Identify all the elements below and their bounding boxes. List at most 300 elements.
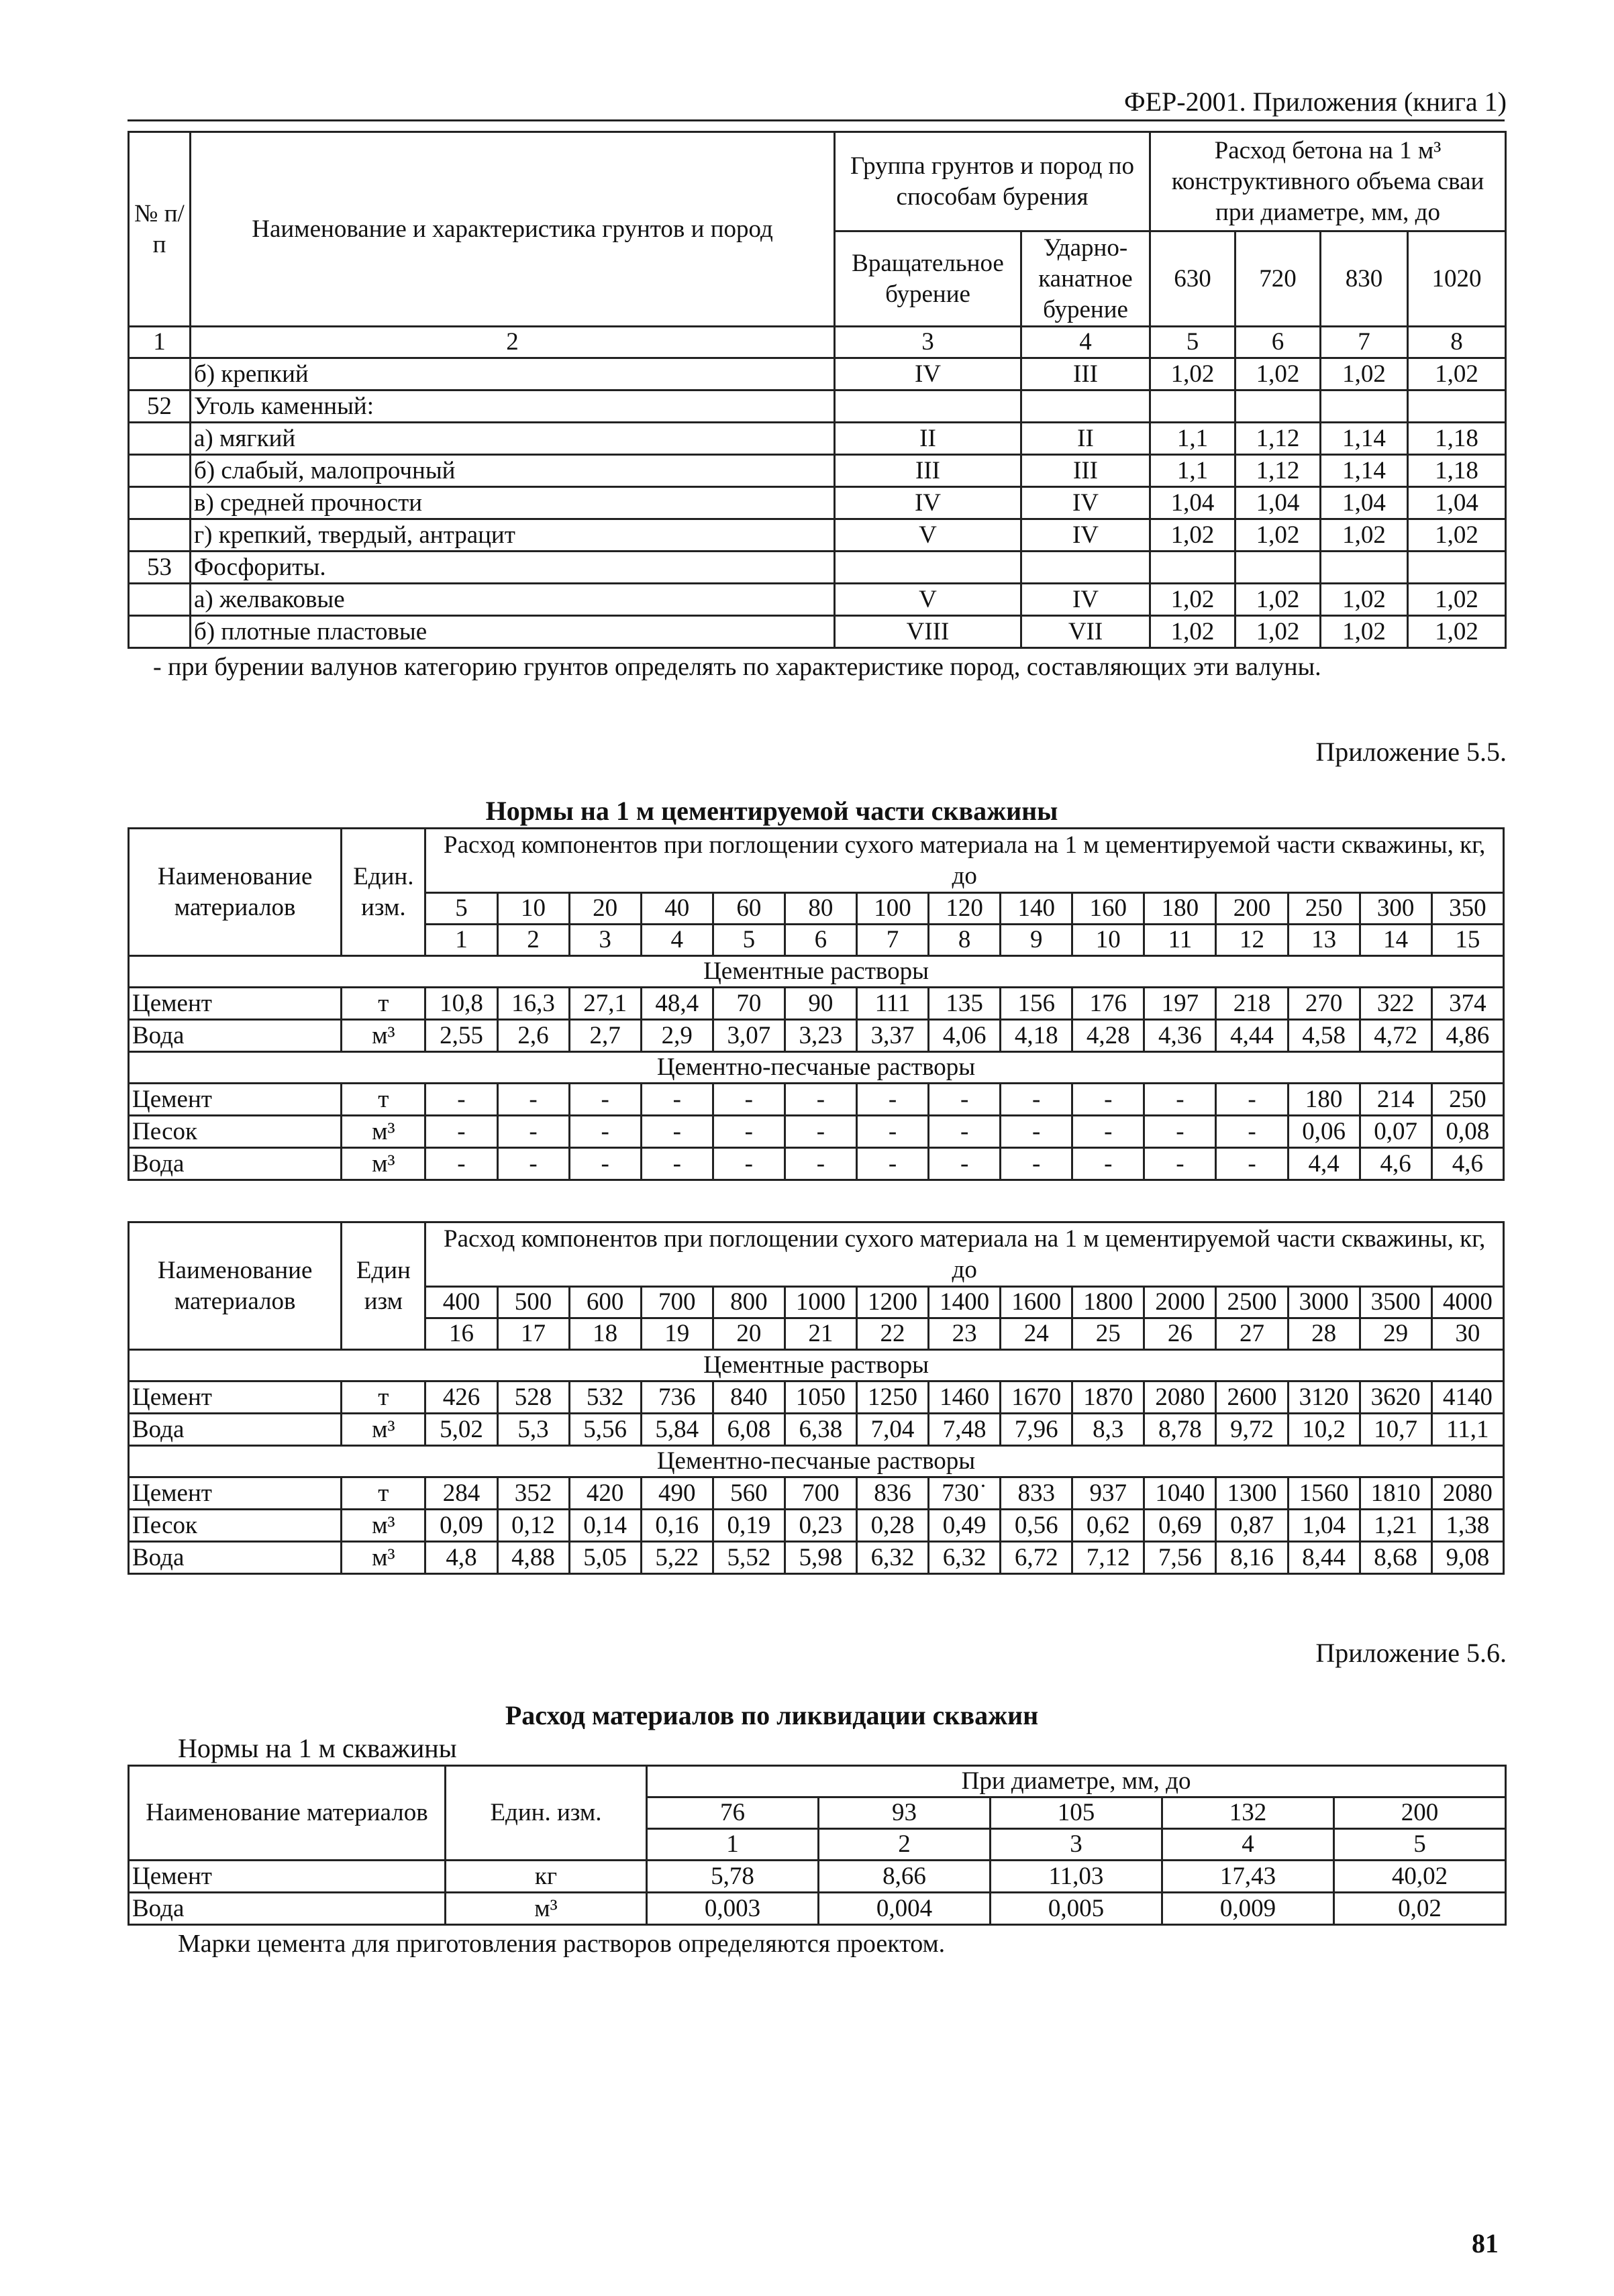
- appendix-5-6-title: Расход материалов по ликвидации скважин: [505, 1700, 1039, 1730]
- material-name: Цемент: [129, 1084, 342, 1116]
- material-value: 4,36: [1144, 1020, 1216, 1052]
- column-number: 5: [1334, 1829, 1506, 1861]
- column-number: 5: [713, 925, 785, 956]
- material-value: 5,05: [569, 1542, 641, 1574]
- concrete-value: 1,02: [1321, 584, 1408, 616]
- material-value: 1,38: [1431, 1510, 1503, 1542]
- material-value: 2080: [1144, 1381, 1216, 1414]
- concrete-value: 1,02: [1321, 519, 1408, 552]
- material-value: 4140: [1431, 1381, 1503, 1414]
- material-value: 937: [1072, 1477, 1144, 1510]
- material-value: 9,72: [1216, 1414, 1288, 1446]
- material-value: -: [1072, 1116, 1144, 1148]
- col-header-material: Наименование материалов: [129, 829, 342, 956]
- percussion-group: [1021, 552, 1150, 584]
- col-header-percussion: Ударно-канатное бурение: [1021, 231, 1150, 327]
- rotary-group: V: [835, 584, 1021, 616]
- soil-groups-table: [128, 131, 1507, 649]
- col-header-material: Наименование материалов: [129, 1222, 342, 1350]
- material-value: 4,18: [1001, 1020, 1072, 1052]
- concrete-value: 1,02: [1408, 584, 1506, 616]
- absorption-value: 2500: [1216, 1287, 1288, 1318]
- material-value: 156: [1001, 988, 1072, 1020]
- material-value: 17,43: [1162, 1861, 1334, 1893]
- material-value: 4,6: [1431, 1148, 1503, 1180]
- column-number: 26: [1144, 1318, 1216, 1350]
- row-number: [129, 455, 191, 487]
- row-number: [129, 423, 191, 455]
- absorption-value: 300: [1360, 893, 1431, 925]
- material-value: 6,38: [785, 1414, 856, 1446]
- material-value: -: [569, 1084, 641, 1116]
- material-value: 8,16: [1216, 1542, 1288, 1574]
- material-unit: т: [342, 1477, 425, 1510]
- material-row: [129, 1893, 1506, 1925]
- column-number: 15: [1431, 925, 1503, 956]
- material-value: -: [1144, 1116, 1216, 1148]
- absorption-value: 1200: [856, 1287, 928, 1318]
- material-name: Цемент: [129, 1381, 342, 1414]
- material-value: 374: [1431, 988, 1503, 1020]
- material-value: 2,55: [425, 1020, 497, 1052]
- material-value: 3,37: [856, 1020, 928, 1052]
- material-value: 1870: [1072, 1381, 1144, 1414]
- col-header-consumption: Расход компонентов при поглощении сухого материала на 1 м цементируемой части скважины, кг, до: [425, 829, 1504, 893]
- cement-grade-note: Марки цемента для приготовления растворов определяются проектом.: [178, 1930, 946, 1958]
- concrete-value: [1321, 552, 1408, 584]
- diameter-value: 105: [991, 1797, 1162, 1829]
- soil-name: а) желваковые: [191, 584, 835, 616]
- material-unit: т: [342, 1084, 425, 1116]
- material-row: [129, 1861, 1506, 1893]
- material-name: Песок: [129, 1116, 342, 1148]
- material-value: -: [425, 1116, 497, 1148]
- concrete-value: 1,02: [1321, 358, 1408, 390]
- material-value: 0,004: [819, 1893, 991, 1925]
- material-value: 27,1: [569, 988, 641, 1020]
- absorption-value: 3000: [1288, 1287, 1360, 1318]
- appendix-5-5-title: Нормы на 1 м цементируемой части скважины: [485, 796, 1058, 826]
- material-value: 2,6: [497, 1020, 569, 1052]
- material-value: 3620: [1360, 1381, 1431, 1414]
- material-value: -: [425, 1148, 497, 1180]
- material-value: 1050: [785, 1381, 856, 1414]
- material-value: -: [1144, 1084, 1216, 1116]
- col-header-d1020: 1020: [1408, 231, 1506, 327]
- concrete-value: [1150, 390, 1235, 423]
- material-value: 1,04: [1288, 1510, 1360, 1542]
- column-number: 16: [425, 1318, 497, 1350]
- boulder-note: - при бурении валунов категорию грунтов определять по характеристике пород, составляющих эти валуны.: [153, 653, 1321, 681]
- material-value: 0,23: [785, 1510, 856, 1542]
- absorption-value: 20: [569, 893, 641, 925]
- material-value: 5,52: [713, 1542, 785, 1574]
- column-number: 8: [929, 925, 1001, 956]
- material-value: -: [497, 1084, 569, 1116]
- column-number: 7: [856, 925, 928, 956]
- material-value: -: [497, 1148, 569, 1180]
- material-value: 4,72: [1360, 1020, 1431, 1052]
- material-value: -: [641, 1116, 713, 1148]
- material-value: 4,58: [1288, 1020, 1360, 1052]
- material-value: 10,7: [1360, 1414, 1431, 1446]
- row-number: [129, 358, 191, 390]
- material-name: Вода: [129, 1148, 342, 1180]
- liquidation-norms-table: [128, 1765, 1507, 1926]
- material-value: 7,12: [1072, 1542, 1144, 1574]
- material-value: -: [785, 1084, 856, 1116]
- material-value: 700: [785, 1477, 856, 1510]
- appendix-5-6-label: Приложение 5.6.: [1315, 1638, 1507, 1668]
- material-value: -: [641, 1148, 713, 1180]
- concrete-value: [1235, 390, 1321, 423]
- material-value: 0,87: [1216, 1510, 1288, 1542]
- material-value: 5,84: [641, 1414, 713, 1446]
- column-number: 18: [569, 1318, 641, 1350]
- cementing-norms-table-1: [128, 827, 1505, 1181]
- absorption-value: 1800: [1072, 1287, 1144, 1318]
- concrete-value: 1,14: [1321, 423, 1408, 455]
- absorption-value: 180: [1144, 893, 1216, 925]
- absorption-value: 1600: [1001, 1287, 1072, 1318]
- material-value: 0,009: [1162, 1893, 1334, 1925]
- material-value: 420: [569, 1477, 641, 1510]
- material-row: [129, 1381, 1504, 1414]
- material-unit: м³: [342, 1414, 425, 1446]
- col-header-material: Наименование материалов: [129, 1766, 446, 1861]
- section-title: Цементно-песчаные растворы: [129, 1052, 1504, 1084]
- material-value: 8,3: [1072, 1414, 1144, 1446]
- absorption-value: 4000: [1431, 1287, 1503, 1318]
- material-value: 4,86: [1431, 1020, 1503, 1052]
- absorption-value: 5: [425, 893, 497, 925]
- column-number: 25: [1072, 1318, 1144, 1350]
- material-name: Цемент: [129, 988, 342, 1020]
- concrete-value: 1,02: [1235, 616, 1321, 648]
- material-value: -: [1216, 1116, 1288, 1148]
- rotary-group: II: [835, 423, 1021, 455]
- material-value: 6,72: [1001, 1542, 1072, 1574]
- column-number: 19: [641, 1318, 713, 1350]
- absorption-value: 140: [1001, 893, 1072, 925]
- soil-row: [129, 390, 1506, 423]
- absorption-value: 100: [856, 893, 928, 925]
- material-value: 6,32: [929, 1542, 1001, 1574]
- material-value: 70: [713, 988, 785, 1020]
- concrete-value: 1,18: [1408, 455, 1506, 487]
- material-value: 111: [856, 988, 928, 1020]
- concrete-value: 1,02: [1150, 616, 1235, 648]
- material-unit: т: [342, 1381, 425, 1414]
- material-value: 250: [1431, 1084, 1503, 1116]
- material-value: -: [1216, 1084, 1288, 1116]
- column-number: 1: [647, 1829, 819, 1861]
- concrete-value: 1,02: [1408, 519, 1506, 552]
- column-number: 14: [1360, 925, 1431, 956]
- material-value: 3,23: [785, 1020, 856, 1052]
- running-header: ФЕР-2001. Приложения (книга 1): [1124, 87, 1507, 117]
- material-value: -: [856, 1148, 928, 1180]
- column-number: 29: [1360, 1318, 1431, 1350]
- absorption-value: 80: [785, 893, 856, 925]
- material-value: -: [1001, 1084, 1072, 1116]
- concrete-value: 1,02: [1321, 616, 1408, 648]
- material-value: 284: [425, 1477, 497, 1510]
- percussion-group: III: [1021, 455, 1150, 487]
- material-value: 2600: [1216, 1381, 1288, 1414]
- material-value: 833: [1001, 1477, 1072, 1510]
- material-value: 426: [425, 1381, 497, 1414]
- material-value: -: [569, 1116, 641, 1148]
- concrete-value: [1235, 552, 1321, 584]
- material-value: 10,2: [1288, 1414, 1360, 1446]
- material-value: -: [713, 1116, 785, 1148]
- column-number: 12: [1216, 925, 1288, 956]
- material-value: -: [425, 1084, 497, 1116]
- section-title: Цементные растворы: [129, 956, 1504, 988]
- concrete-value: 1,18: [1408, 423, 1506, 455]
- material-value: 4,4: [1288, 1148, 1360, 1180]
- material-unit: м³: [342, 1542, 425, 1574]
- material-value: 0,14: [569, 1510, 641, 1542]
- absorption-value: 160: [1072, 893, 1144, 925]
- material-value: 2080: [1431, 1477, 1503, 1510]
- diameter-value: 93: [819, 1797, 991, 1829]
- col-header-unit: Един. изм.: [342, 829, 425, 956]
- concrete-value: 1,14: [1321, 455, 1408, 487]
- material-row: [129, 1020, 1504, 1052]
- soil-row: [129, 584, 1506, 616]
- material-name: Вода: [129, 1020, 342, 1052]
- concrete-value: 1,04: [1235, 487, 1321, 519]
- percussion-group: II: [1021, 423, 1150, 455]
- column-number: 11: [1144, 925, 1216, 956]
- material-value: 8,78: [1144, 1414, 1216, 1446]
- material-value: 10,8: [425, 988, 497, 1020]
- material-name: Вода: [129, 1893, 446, 1925]
- concrete-value: 1,04: [1150, 487, 1235, 519]
- material-value: 135: [929, 988, 1001, 1020]
- material-value: 5,22: [641, 1542, 713, 1574]
- material-value: 11,03: [991, 1861, 1162, 1893]
- material-value: 16,3: [497, 988, 569, 1020]
- absorption-value: 200: [1216, 893, 1288, 925]
- absorption-value: 600: [569, 1287, 641, 1318]
- section-title: Цементные растворы: [129, 1350, 1504, 1381]
- absorption-value: 500: [497, 1287, 569, 1318]
- column-number: 22: [856, 1318, 928, 1350]
- material-value: 0,08: [1431, 1116, 1503, 1148]
- material-value: -: [569, 1148, 641, 1180]
- material-value: 532: [569, 1381, 641, 1414]
- concrete-value: 1,1: [1150, 423, 1235, 455]
- material-value: 176: [1072, 988, 1144, 1020]
- column-number: 20: [713, 1318, 785, 1350]
- rotary-group: VIII: [835, 616, 1021, 648]
- concrete-value: 1,04: [1321, 487, 1408, 519]
- column-number: 6: [1235, 327, 1321, 358]
- absorption-value: 40: [641, 893, 713, 925]
- section-title: Цементно-песчаные растворы: [129, 1446, 1504, 1477]
- concrete-value: 1,02: [1408, 616, 1506, 648]
- page-number: 81: [1472, 2228, 1499, 2258]
- col-header-d830: 830: [1321, 231, 1408, 327]
- appendix-5-6-subtitle: Нормы на 1 м скважины: [178, 1733, 457, 1763]
- material-value: -: [1144, 1148, 1216, 1180]
- column-number: 5: [1150, 327, 1235, 358]
- cementing-norms-table-2: [128, 1221, 1505, 1575]
- material-value: 730˙: [929, 1477, 1001, 1510]
- column-number: 10: [1072, 925, 1144, 956]
- concrete-value: 1,02: [1150, 584, 1235, 616]
- absorption-value: 120: [929, 893, 1001, 925]
- absorption-value: 3500: [1360, 1287, 1431, 1318]
- absorption-value: 250: [1288, 893, 1360, 925]
- material-unit: м³: [342, 1510, 425, 1542]
- column-number: 1: [425, 925, 497, 956]
- material-value: 352: [497, 1477, 569, 1510]
- material-value: 197: [1144, 988, 1216, 1020]
- material-name: Вода: [129, 1414, 342, 1446]
- col-header-d630: 630: [1150, 231, 1235, 327]
- concrete-value: 1,02: [1408, 358, 1506, 390]
- row-number: 52: [129, 390, 191, 423]
- material-value: 0,09: [425, 1510, 497, 1542]
- diameter-value: 132: [1162, 1797, 1334, 1829]
- material-value: 1810: [1360, 1477, 1431, 1510]
- soil-name: б) слабый, малопрочный: [191, 455, 835, 487]
- concrete-value: 1,02: [1235, 358, 1321, 390]
- material-value: 7,04: [856, 1414, 928, 1446]
- material-value: 4,28: [1072, 1020, 1144, 1052]
- concrete-value: 1,02: [1235, 519, 1321, 552]
- column-number: 28: [1288, 1318, 1360, 1350]
- col-header-unit: Един. изм.: [446, 1766, 647, 1861]
- percussion-group: IV: [1021, 519, 1150, 552]
- material-value: 1250: [856, 1381, 928, 1414]
- absorption-value: 1000: [785, 1287, 856, 1318]
- concrete-value: 1,12: [1235, 423, 1321, 455]
- percussion-group: [1021, 390, 1150, 423]
- material-value: 0,005: [991, 1893, 1162, 1925]
- column-number: 7: [1321, 327, 1408, 358]
- column-number: 4: [1162, 1829, 1334, 1861]
- material-value: 1670: [1001, 1381, 1072, 1414]
- concrete-value: [1321, 390, 1408, 423]
- material-row: [129, 1542, 1504, 1574]
- material-value: -: [713, 1084, 785, 1116]
- row-number: 53: [129, 552, 191, 584]
- material-value: 1560: [1288, 1477, 1360, 1510]
- material-value: -: [785, 1148, 856, 1180]
- material-value: 8,44: [1288, 1542, 1360, 1574]
- soil-name: Уголь каменный:: [191, 390, 835, 423]
- absorption-value: 350: [1431, 893, 1503, 925]
- material-value: -: [929, 1116, 1001, 1148]
- row-number: [129, 487, 191, 519]
- material-unit: м³: [342, 1148, 425, 1180]
- absorption-value: 400: [425, 1287, 497, 1318]
- material-value: 4,6: [1360, 1148, 1431, 1180]
- soil-name: Фосфориты.: [191, 552, 835, 584]
- absorption-value: 2000: [1144, 1287, 1216, 1318]
- soil-name: б) плотные пластовые: [191, 616, 835, 648]
- soil-row: [129, 552, 1506, 584]
- material-value: -: [713, 1148, 785, 1180]
- col-header-group: Группа грунтов и пород по способам бурения: [835, 132, 1150, 231]
- material-value: 490: [641, 1477, 713, 1510]
- material-unit: м³: [446, 1893, 647, 1925]
- material-value: 736: [641, 1381, 713, 1414]
- material-value: 90: [785, 988, 856, 1020]
- percussion-group: IV: [1021, 584, 1150, 616]
- column-number: 17: [497, 1318, 569, 1350]
- column-number: 2: [819, 1829, 991, 1861]
- column-number: 8: [1408, 327, 1506, 358]
- soil-name: г) крепкий, твердый, антрацит: [191, 519, 835, 552]
- absorption-value: 60: [713, 893, 785, 925]
- column-number: 13: [1288, 925, 1360, 956]
- material-value: 5,98: [785, 1542, 856, 1574]
- material-value: 218: [1216, 988, 1288, 1020]
- column-number: 3: [991, 1829, 1162, 1861]
- material-value: 180: [1288, 1084, 1360, 1116]
- material-value: 1300: [1216, 1477, 1288, 1510]
- column-number: 3: [835, 327, 1021, 358]
- material-value: -: [1072, 1148, 1144, 1180]
- material-value: 5,02: [425, 1414, 497, 1446]
- col-header-num: № п/п: [129, 132, 191, 327]
- material-value: -: [785, 1116, 856, 1148]
- material-value: 0,19: [713, 1510, 785, 1542]
- absorption-value: 800: [713, 1287, 785, 1318]
- absorption-value: 1400: [929, 1287, 1001, 1318]
- rotary-group: V: [835, 519, 1021, 552]
- material-value: 270: [1288, 988, 1360, 1020]
- column-number: 30: [1431, 1318, 1503, 1350]
- column-number: 9: [1001, 925, 1072, 956]
- diameter-value: 200: [1334, 1797, 1506, 1829]
- material-value: -: [497, 1116, 569, 1148]
- material-value: 7,56: [1144, 1542, 1216, 1574]
- material-value: 8,66: [819, 1861, 991, 1893]
- soil-row: [129, 423, 1506, 455]
- material-value: 0,02: [1334, 1893, 1506, 1925]
- material-value: 0,003: [647, 1893, 819, 1925]
- material-value: 4,06: [929, 1020, 1001, 1052]
- col-header-rotary: Вращательное бурение: [835, 231, 1021, 327]
- col-header-unit: Един изм: [342, 1222, 425, 1350]
- column-number: 2: [191, 327, 835, 358]
- absorption-value: 10: [497, 893, 569, 925]
- soil-name: в) средней прочности: [191, 487, 835, 519]
- row-number: [129, 584, 191, 616]
- material-value: 48,4: [641, 988, 713, 1020]
- soil-row: [129, 455, 1506, 487]
- rotary-group: IV: [835, 358, 1021, 390]
- material-value: 2,7: [569, 1020, 641, 1052]
- diameter-value: 76: [647, 1797, 819, 1829]
- material-value: 0,12: [497, 1510, 569, 1542]
- material-name: Цемент: [129, 1861, 446, 1893]
- material-unit: м³: [342, 1020, 425, 1052]
- concrete-value: 1,1: [1150, 455, 1235, 487]
- rotary-group: [835, 390, 1021, 423]
- material-value: -: [856, 1116, 928, 1148]
- rotary-group: III: [835, 455, 1021, 487]
- material-row: [129, 1116, 1504, 1148]
- material-row: [129, 1477, 1504, 1510]
